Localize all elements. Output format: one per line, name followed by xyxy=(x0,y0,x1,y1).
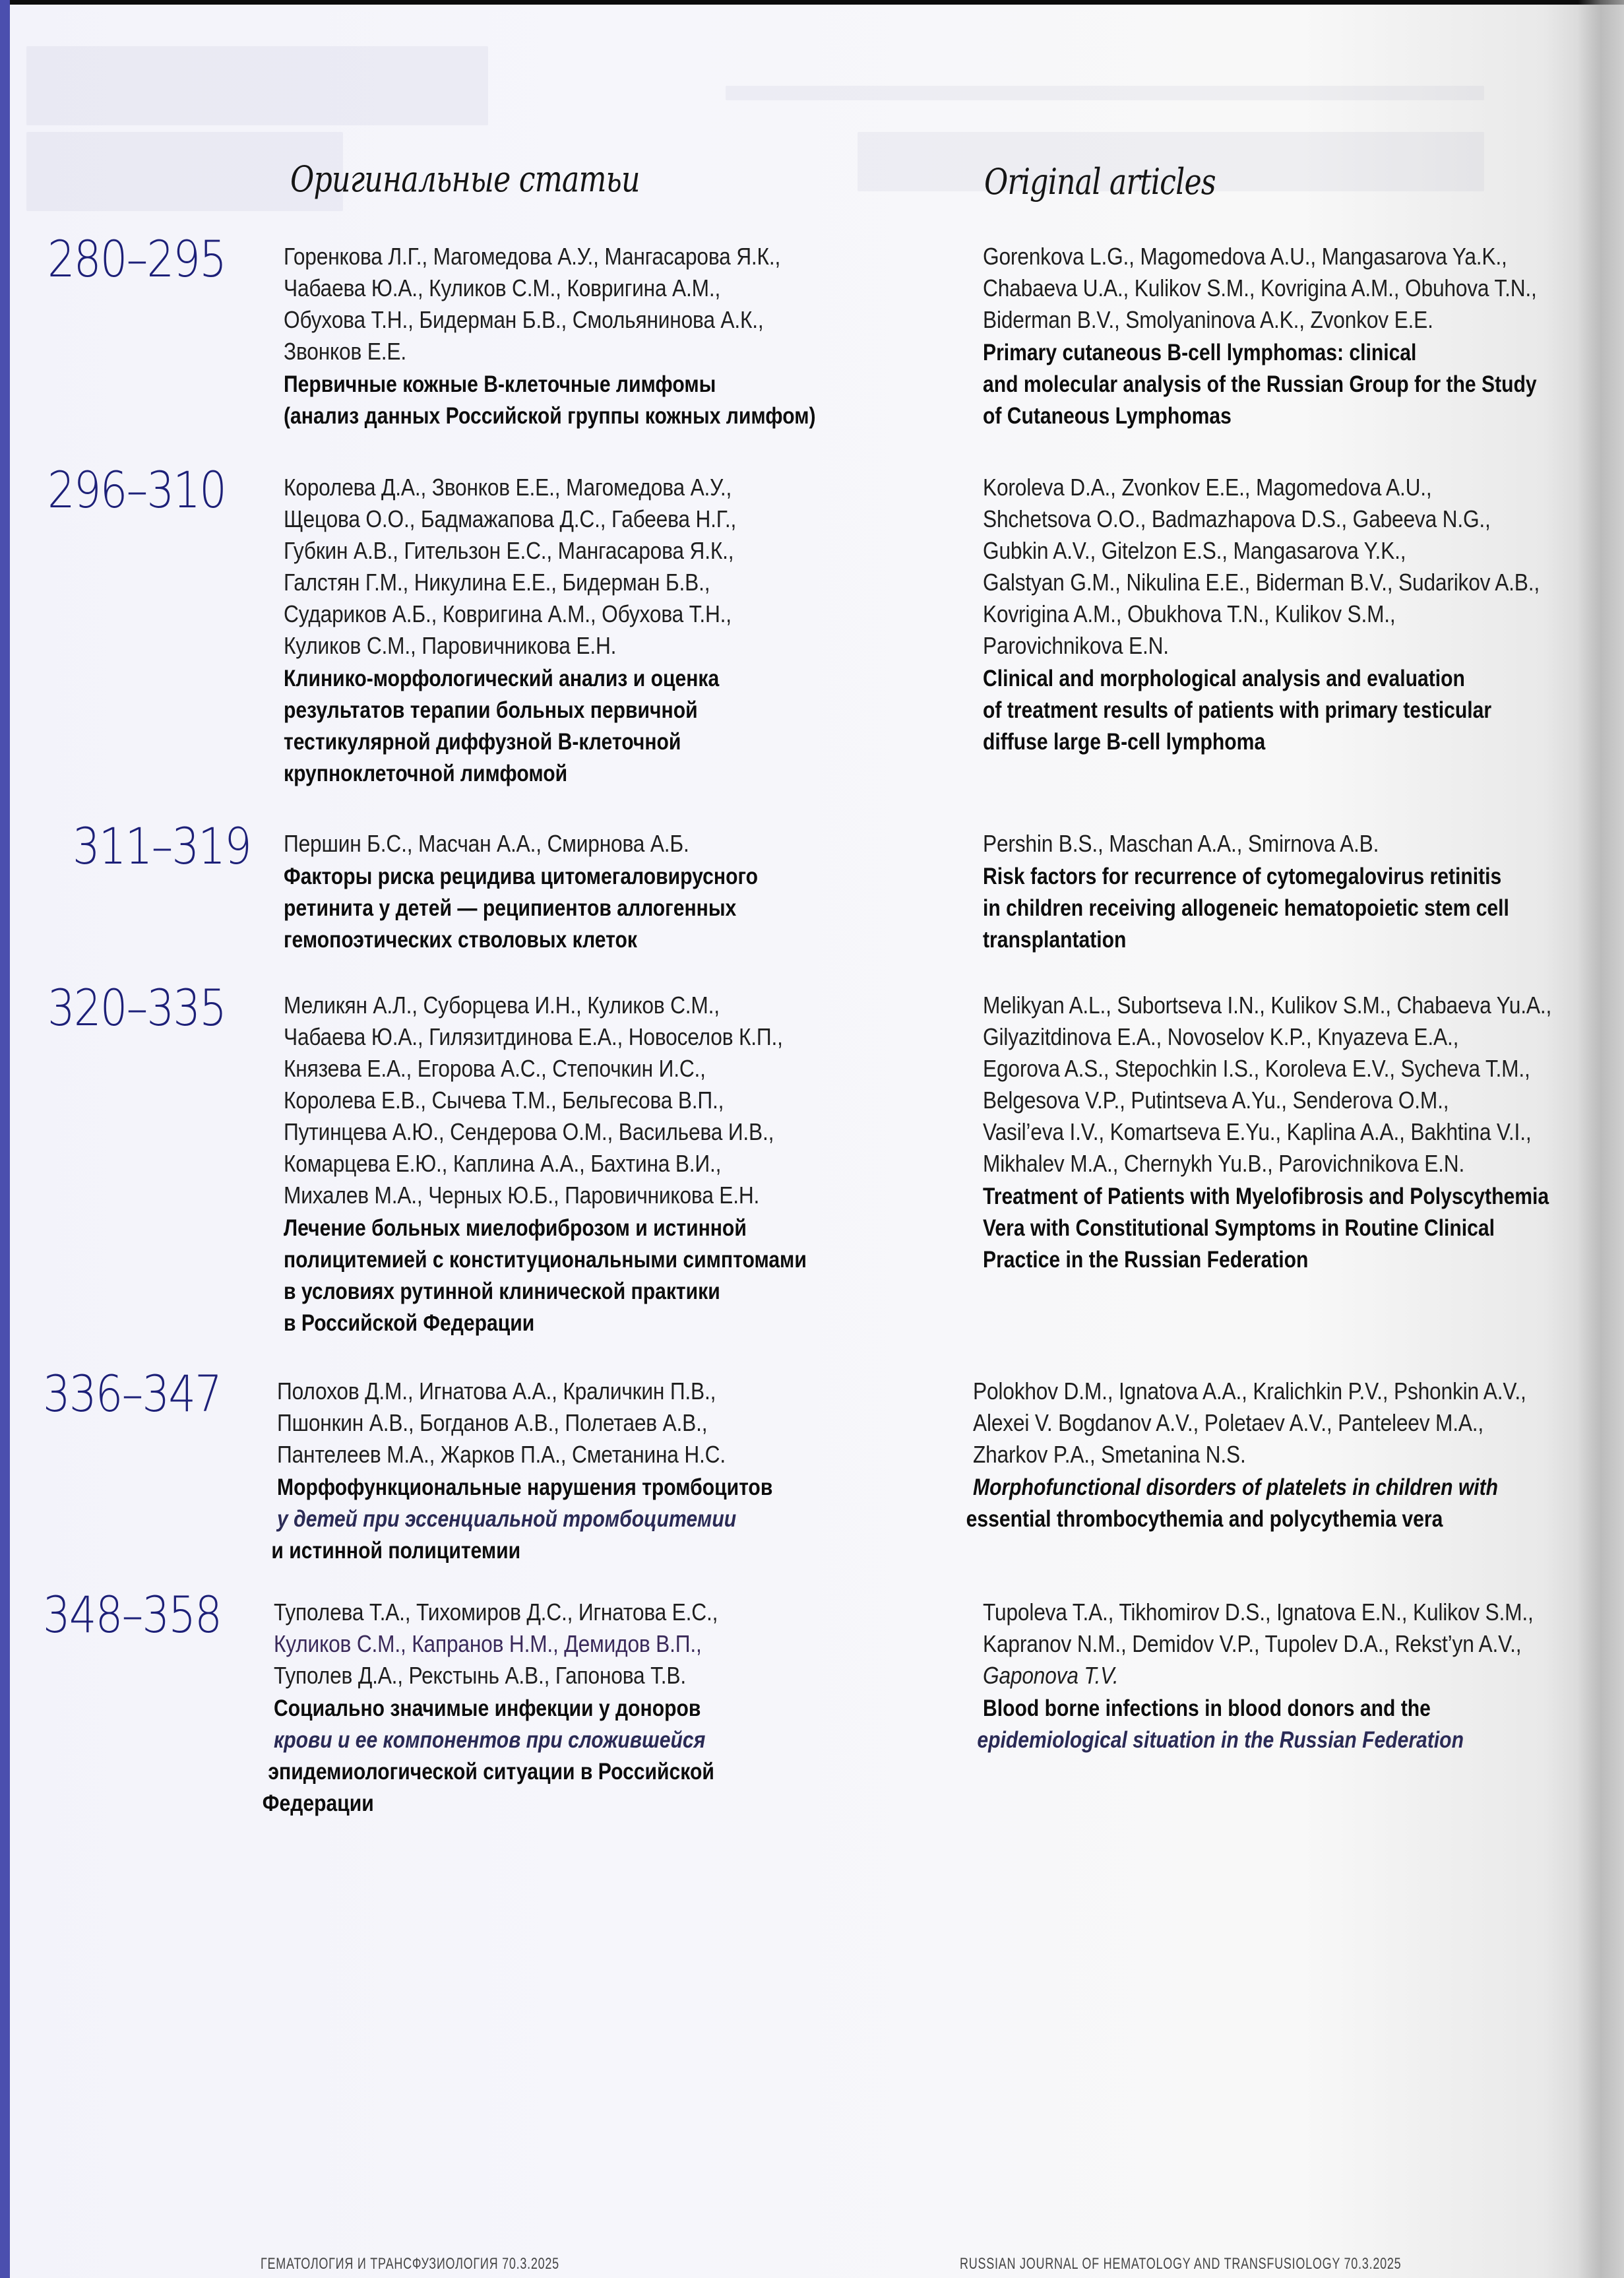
article-ru xyxy=(284,990,950,1339)
title-line: of Cutaneous Lymphomas xyxy=(983,403,1232,429)
authors-en xyxy=(983,241,1537,336)
title-line: крупноклеточной лимфомой xyxy=(284,761,568,786)
author-line: Губкин А.В., Гительзон Е.С., Мангасарова Я.К., xyxy=(284,537,734,564)
title-line: Risk factors for recurrence of cytomegalovirus retinitis xyxy=(983,864,1502,889)
author-line: Князева Е.А., Егорова А.С., Степочкин И.С., xyxy=(284,1055,706,1082)
title-line: and molecular analysis of the Russian Group for the Study xyxy=(983,371,1537,397)
title-line: Федерации xyxy=(262,1790,374,1816)
article-title-ru[interactable] xyxy=(284,1213,857,1339)
author-line: Parovichnikova E.N. xyxy=(983,632,1169,659)
title-line: тестикулярной диффузной В-клеточной xyxy=(284,729,681,755)
title-line: Clinical and morphological analysis and evaluation xyxy=(983,666,1465,691)
author-line: Melikyan A.L., Subortseva I.N., Kulikov S.M., Chabaeva Yu.A., xyxy=(983,992,1552,1019)
author-line: Звонков Е.Е. xyxy=(284,338,406,365)
scan-top-edge xyxy=(0,0,1624,5)
author-line: Polokhov D.M., Ignatova A.A., Kralichkin P.V., Pshonkin A.V., xyxy=(973,1377,1526,1405)
title-line: и истинной полицитемии xyxy=(271,1538,521,1564)
author-line: Щецова О.О., Бадмажапова Д.С., Габеева Н.Г., xyxy=(284,505,737,532)
title-line: в условиях рутинной клинической практики xyxy=(284,1279,720,1304)
title-line: Vera with Constitutional Symptoms in Routine Clinical xyxy=(983,1215,1495,1241)
author-line: Куликов С.М., Паровичникова Е.Н. xyxy=(284,632,617,659)
author-line: Kovrigina A.M., Obukhova T.N., Kulikov S.M., xyxy=(983,600,1396,627)
title-line: крови и ее компонентов при сложившейся xyxy=(274,1727,706,1753)
author-line: Tupoleva T.A., Tikhomirov D.S., Ignatova E.N., Kulikov S.M., xyxy=(983,1598,1534,1626)
author-line: Полохов Д.М., Игнатова А.А., Краличкин П.В., xyxy=(277,1377,716,1405)
title-line: гемопоэтических стволовых клеток xyxy=(284,927,637,953)
author-line: Vasil’eva I.V., Komartseva E.Yu., Kaplina A.A., Bakhtina V.I., xyxy=(983,1118,1532,1145)
authors-en xyxy=(983,1597,1534,1692)
title-line: Социально значимые инфекции у доноров xyxy=(274,1695,701,1721)
article-ru xyxy=(271,1376,943,1567)
article-ru xyxy=(262,1597,940,1819)
footer-journal-ru: ГЕМАТОЛОГИЯ И ТРАНСФУЗИОЛОГИЯ 70.3.2025 xyxy=(261,2255,559,2273)
page-gutter-shadow xyxy=(1578,0,1624,2278)
title-line: эпидемиологической ситуации в Российской xyxy=(268,1759,714,1785)
author-line: Чабаева Ю.А., Гилязитдинова Е.А., Новоселов К.П., xyxy=(284,1023,783,1050)
authors-en xyxy=(973,1376,1526,1471)
article-title-ru[interactable] xyxy=(284,861,857,956)
article-title-ru[interactable] xyxy=(271,1472,850,1567)
title-line: (анализ данных Российской группы кожных лимфом) xyxy=(284,403,816,429)
authors-en xyxy=(983,990,1552,1180)
author-line: Gubkin A.V., Gitelzon E.S., Mangasarova Y.K., xyxy=(983,537,1406,564)
author-line: Belgesova V.P., Putintseva A.Yu., Senderova O.M., xyxy=(983,1087,1449,1114)
page-range: 348–358 xyxy=(43,1585,222,1644)
bleed-through-block xyxy=(26,46,488,125)
page-range: 296–310 xyxy=(47,460,226,519)
title-line: epidemiological situation in the Russian Federation xyxy=(977,1727,1464,1753)
title-line: Клинико-морфологический анализ и оценка xyxy=(284,666,720,691)
author-line: Пшонкин А.В., Богданов А.В., Полетаев А.В., xyxy=(277,1409,708,1436)
author-line: Горенкова Л.Г., Магомедова А.У., Мангасарова Я.К., xyxy=(284,243,781,270)
author-line: Kapranov N.M., Demidov V.P., Tupolev D.A., Rekst’yn A.V., xyxy=(983,1630,1522,1657)
title-line: Первичные кожные В-клеточные лимфомы xyxy=(284,371,716,397)
article-title-en[interactable] xyxy=(977,1693,1493,1756)
title-line: Practice in the Russian Federation xyxy=(983,1247,1309,1273)
author-line: Chabaeva U.A., Kulikov S.M., Kovrigina A.M., Obuhova T.N., xyxy=(983,274,1537,301)
authors-ru xyxy=(274,1597,860,1692)
article-title-en[interactable] xyxy=(983,861,1509,956)
title-line: diffuse large B-cell lymphoma xyxy=(983,729,1266,755)
page-range: 311–319 xyxy=(73,817,251,875)
title-line: transplantation xyxy=(983,927,1127,953)
author-line: Пантелеев М.А., Жарков П.А., Сметанина Н.С. xyxy=(277,1441,726,1468)
author-line: Куликов С.М., Капранов Н.М., Демидов В.П., xyxy=(274,1630,702,1657)
title-line: Факторы риска рецидива цитомегаловирусного xyxy=(284,864,759,889)
author-line: Mikhalev M.A., Chernykh Yu.B., Parovichnikova E.N. xyxy=(983,1150,1465,1177)
authors-ru xyxy=(284,990,870,1211)
title-line: результатов терапии больных первичной xyxy=(284,697,698,723)
title-line: essential thrombocythemia and polycythemia vera xyxy=(966,1506,1443,1532)
article-title-en[interactable] xyxy=(983,663,1493,758)
title-line: у детей при эссенциальной тромбоцитемии xyxy=(277,1506,737,1532)
article-title-en[interactable] xyxy=(983,1181,1549,1276)
article-en xyxy=(966,1376,1567,1535)
article-title-ru[interactable] xyxy=(284,663,857,790)
author-line: Zharkov P.A., Smetanina N.S. xyxy=(973,1441,1246,1468)
article-en xyxy=(983,990,1577,1276)
title-line: Blood borne infections in blood donors and the xyxy=(983,1695,1431,1721)
title-line: in children receiving allogeneic hematopoietic stem cell xyxy=(983,895,1509,921)
title-line: Морфофункциональные нарушения тромбоцитов xyxy=(277,1474,773,1500)
author-line: Pershin B.S., Maschan A.A., Smirnova A.B. xyxy=(983,830,1379,857)
author-line: Biderman B.V., Smolyaninova A.K., Zvonkov E.E. xyxy=(983,306,1433,333)
authors-ru xyxy=(284,828,870,860)
author-line: Galstyan G.M., Nikulina E.E., Biderman B.V., Sudarikov A.B., xyxy=(983,569,1540,596)
article-en xyxy=(983,828,1577,956)
footer-journal-en: RUSSIAN JOURNAL OF HEMATOLOGY AND TRANSFUSIOLOGY 70.3.2025 xyxy=(960,2255,1402,2273)
article-en xyxy=(977,1597,1577,1756)
cover-edge-strip xyxy=(0,0,10,2278)
title-line: ретинита у детей — реципиентов аллогенных xyxy=(284,895,737,921)
bleed-through-block xyxy=(726,86,1484,100)
section-title-en: Original articles xyxy=(984,161,1216,203)
author-line: Чабаева Ю.А., Куликов С.М., Ковригина А.М., xyxy=(284,274,721,301)
author-line: Першин Б.С., Масчан А.А., Смирнова А.Б. xyxy=(284,830,689,857)
author-line: Галстян Г.М., Никулина Е.Е., Бидерман Б.В., xyxy=(284,569,710,596)
author-line: Туполева Т.А., Тихомиров Д.С., Игнатова Е.С., xyxy=(274,1598,718,1626)
author-line: Меликян А.Л., Суборцева И.Н., Куликов С.М., xyxy=(284,992,720,1019)
author-line: Shchetsova O.O., Badmazhapova D.S., Gabeeva N.G., xyxy=(983,505,1491,532)
article-ru xyxy=(284,828,950,956)
article-ru xyxy=(284,472,950,790)
author-line: Комарцева Е.Ю., Каплина А.А., Бахтина В.И., xyxy=(284,1150,722,1177)
article-title-ru[interactable] xyxy=(284,369,857,432)
author-line: Путинцева А.Ю., Сендерова О.М., Васильева И.В., xyxy=(284,1118,774,1145)
article-ru xyxy=(284,241,950,432)
article-title-en[interactable] xyxy=(966,1472,1499,1535)
author-line: Королева Д.А., Звонков Е.Е., Магомедова А.У., xyxy=(284,474,732,501)
authors-ru xyxy=(284,241,870,367)
author-line: Alexei V. Bogdanov A.V., Poletaev A.V., Panteleev M.A., xyxy=(973,1409,1484,1436)
author-line: Королева Е.В., Сычева Т.М., Бельгесова В.П., xyxy=(284,1087,724,1114)
section-title-ru: Оригинальные статьи xyxy=(290,158,640,200)
author-line: Egorova A.S., Stepochkin I.S., Koroleva E.V., Sycheva T.M., xyxy=(983,1055,1530,1082)
authors-en xyxy=(983,828,1505,860)
author-line: Михалев М.А., Черных Ю.Б., Паровичникова Е.Н. xyxy=(284,1182,760,1209)
article-en xyxy=(983,241,1577,432)
author-line: Судариков А.Б., Ковригина А.М., Обухова Т.Н., xyxy=(284,600,732,627)
author-line: Koroleva D.A., Zvonkov E.E., Magomedova A.U., xyxy=(983,474,1432,501)
article-title-en[interactable] xyxy=(983,337,1537,432)
title-line: полицитемией с конституциональными симптомами xyxy=(284,1247,807,1273)
author-line: Gilyazitdinova E.A., Novoselov K.P., Knyazeva E.A., xyxy=(983,1023,1459,1050)
authors-ru xyxy=(284,472,870,662)
article-en xyxy=(983,472,1577,758)
page-range: 336–347 xyxy=(43,1364,222,1423)
author-line: Обухова Т.Н., Бидерман Б.В., Смольянинова А.К., xyxy=(284,306,764,333)
title-line: of treatment results of patients with primary testicular xyxy=(983,697,1492,723)
title-line: Morphofunctional disorders of platelets in children with xyxy=(973,1474,1499,1500)
authors-ru xyxy=(277,1376,863,1471)
page-range: 320–335 xyxy=(47,978,226,1037)
author-line: Gorenkova L.G., Magomedova A.U., Mangasarova Ya.K., xyxy=(983,243,1507,270)
page-range: 280–295 xyxy=(47,230,226,288)
title-line: в Российской Федерации xyxy=(284,1310,535,1336)
author-line: Gaponova T.V. xyxy=(983,1662,1119,1689)
title-line: Treatment of Patients with Myelofibrosis and Polyscythemia xyxy=(983,1184,1549,1209)
author-line: Туполев Д.А., Рекстынь А.В., Гапонова Т.В. xyxy=(274,1662,686,1689)
authors-en xyxy=(983,472,1540,662)
title-line: Лечение больных миелофиброзом и истинной xyxy=(284,1215,747,1241)
title-line: Primary cutaneous B-cell lymphomas: clinical xyxy=(983,340,1417,365)
article-title-ru[interactable] xyxy=(262,1693,847,1819)
